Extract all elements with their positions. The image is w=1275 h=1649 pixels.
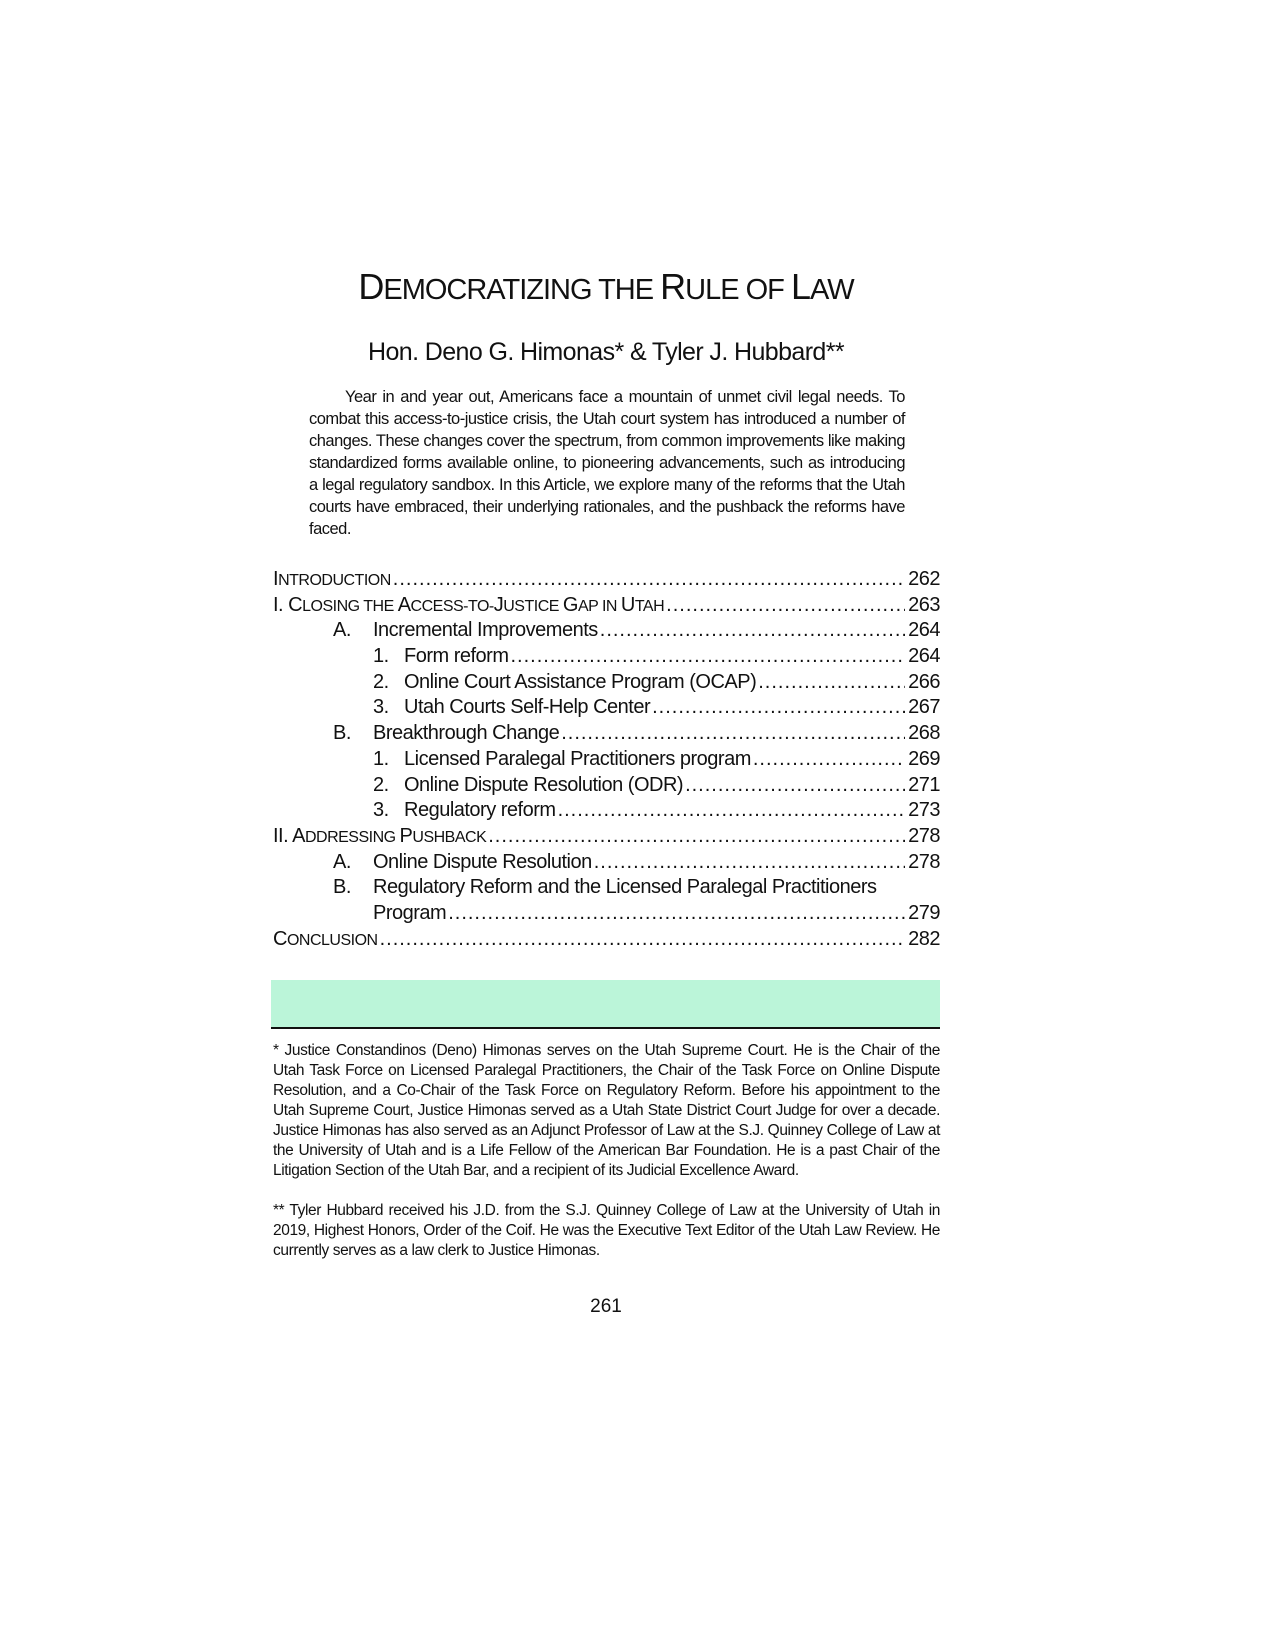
- dot-leader: [758, 670, 905, 696]
- dot-leader: [561, 721, 905, 747]
- toc-label: I: [273, 568, 279, 590]
- toc-entry[interactable]: [273, 721, 940, 747]
- toc-label: P: [399, 824, 413, 847]
- dot-leader: [488, 824, 905, 850]
- page-number: 261: [590, 1296, 622, 1317]
- toc-entry[interactable]: [273, 593, 940, 619]
- toc-page: 266: [908, 670, 940, 693]
- title-cap: L: [790, 266, 810, 307]
- toc-label: Breakthrough Change: [373, 722, 560, 745]
- title-cap: R: [660, 266, 686, 307]
- toc-entry-continued[interactable]: [273, 901, 940, 927]
- toc-marker: 2.: [373, 670, 389, 693]
- toc-label: [273, 567, 391, 594]
- toc-page: 268: [908, 722, 940, 745]
- toc-entry[interactable]: [273, 824, 940, 850]
- toc-label: USTICE: [503, 597, 563, 615]
- title-cap: D: [358, 266, 384, 307]
- toc-entry[interactable]: [273, 695, 940, 721]
- title-part: EMOCRATIZING THE: [383, 274, 661, 306]
- toc-marker: A.: [333, 619, 351, 642]
- dot-leader: [600, 618, 905, 644]
- toc-page: 278: [908, 824, 940, 847]
- toc-label: NTRODUCTION: [278, 572, 391, 589]
- toc-label: CCESS-TO-: [410, 597, 494, 615]
- toc-label: Form reform: [404, 645, 509, 668]
- toc-label: Incremental Improvements: [373, 619, 598, 642]
- toc-label: AP IN: [577, 597, 621, 615]
- toc-entry[interactable]: [273, 850, 940, 876]
- toc-label: Regulatory Reform and the Licensed Paralegal Practitioners: [373, 876, 877, 899]
- toc-marker: 1.: [373, 645, 389, 668]
- abstract: Year in and year out, Americans face a mountain of unmet civil legal needs. To combat this access-to-justice crisis, the Utah court system has introduced a number of changes. These changes cover the spectrum, from common improvements like making standardized forms available online, to pioneering advancements, such as introducing a legal regulatory sandbox. In this Article, we explore many of the reforms that the Utah courts have embraced, their underlying rationales, and the pushback the reforms have faced.: [309, 388, 905, 538]
- dot-leader: [652, 695, 905, 721]
- toc-label: ONCLUSION: [286, 931, 378, 949]
- table-of-contents: [273, 567, 940, 952]
- toc-label: Regulatory reform: [404, 799, 556, 822]
- toc-page: 282: [908, 927, 940, 950]
- toc-entry[interactable]: [273, 875, 940, 901]
- toc-page: 264: [908, 645, 940, 668]
- toc-marker: A.: [333, 850, 351, 873]
- toc-marker: 2.: [373, 773, 389, 796]
- toc-page: 267: [908, 696, 940, 719]
- toc-marker: B.: [333, 876, 351, 899]
- toc-label: Online Dispute Resolution (ODR): [404, 773, 684, 796]
- toc-label: U: [620, 593, 635, 616]
- dot-leader: [511, 644, 906, 670]
- toc-label: A: [397, 593, 411, 616]
- toc-marker: 3.: [373, 696, 389, 719]
- authors: Hon. Deno G. Himonas* & Tyler J. Hubbard**: [368, 338, 844, 366]
- toc-page: 273: [908, 799, 940, 822]
- toc-entry[interactable]: [273, 747, 940, 773]
- toc-label: [273, 593, 664, 620]
- toc-entry[interactable]: [273, 567, 940, 593]
- toc-page: 264: [908, 619, 940, 642]
- dot-leader: [380, 927, 906, 953]
- toc-marker: 3.: [373, 799, 389, 822]
- dot-leader: [594, 850, 905, 876]
- toc-label: C: [273, 927, 287, 950]
- toc-label: USHBACK: [412, 828, 487, 846]
- toc-label: G: [562, 593, 578, 616]
- toc-entry[interactable]: [273, 644, 940, 670]
- toc-page: 262: [908, 568, 940, 590]
- dot-leader: [393, 567, 905, 593]
- dot-leader: [666, 593, 905, 619]
- toc-entry[interactable]: [273, 798, 940, 824]
- toc-label: Online Dispute Resolution: [373, 850, 592, 873]
- title-part: AW: [809, 274, 854, 306]
- toc-label: II. A: [273, 824, 305, 847]
- toc-label: TAH: [634, 597, 665, 615]
- toc-label: I. C: [273, 593, 303, 616]
- toc-page: 269: [908, 747, 940, 770]
- dot-leader: [558, 798, 906, 824]
- toc-marker: 1.: [373, 747, 389, 770]
- toc-label: [273, 824, 486, 851]
- dot-leader: [753, 747, 905, 773]
- toc-label: LOSING THE: [302, 597, 398, 615]
- toc-entry[interactable]: [273, 773, 940, 799]
- toc-label: Utah Courts Self-Help Center: [404, 696, 651, 719]
- toc-label: DDRESSING: [304, 828, 400, 846]
- toc-label: J: [493, 593, 504, 616]
- toc-page: 278: [908, 850, 940, 873]
- toc-label: Licensed Paralegal Practitioners program: [404, 747, 751, 770]
- highlight-box: [271, 980, 940, 1029]
- toc-entry[interactable]: [273, 927, 940, 953]
- toc-page: 279: [908, 901, 940, 924]
- dot-leader: [448, 901, 905, 927]
- toc-label: Online Court Assistance Program (OCAP): [404, 670, 757, 693]
- toc-entry[interactable]: [273, 618, 940, 644]
- toc-marker: B.: [333, 722, 351, 745]
- dot-leader: [685, 773, 905, 799]
- article-title: [0, 266, 1212, 308]
- title-part: ULE OF: [685, 274, 791, 306]
- toc-page: 271: [908, 773, 940, 796]
- footnote-1: * Justice Constandinos (Deno) Himonas serves on the Utah Supreme Court. He is the Chair of the Utah Task Force on Licensed Paralegal Practitioners, the Chair of the Task Force on Online Dispute Resolution, and a Co-Chair of the Task Force on Regulatory Reform. Before his appointment to the Utah Supreme Court, Justice Himonas served as a Utah State District Court Judge for over a decade. Justice Himonas has also served as an Adjunct Professor of Law at the S.J. Quinney College of Law at the University of Utah and is a Life Fellow of the American Bar Foundation. He is a past Chair of the Litigation Section of the Utah Bar, and a recipient of its Judicial Excellence Award.: [273, 1042, 940, 1179]
- toc-label: Program: [373, 901, 447, 924]
- toc-entry[interactable]: [273, 670, 940, 696]
- toc-label: [273, 927, 378, 954]
- footnote-2: ** Tyler Hubbard received his J.D. from the S.J. Quinney College of Law at the University of Utah in 2019, Highest Honors, Order of the Coif. He was the Executive Text Editor of the Utah Law Review. He currently serves as a law clerk to Justice Himonas.: [273, 1202, 940, 1259]
- toc-page: 263: [908, 593, 940, 616]
